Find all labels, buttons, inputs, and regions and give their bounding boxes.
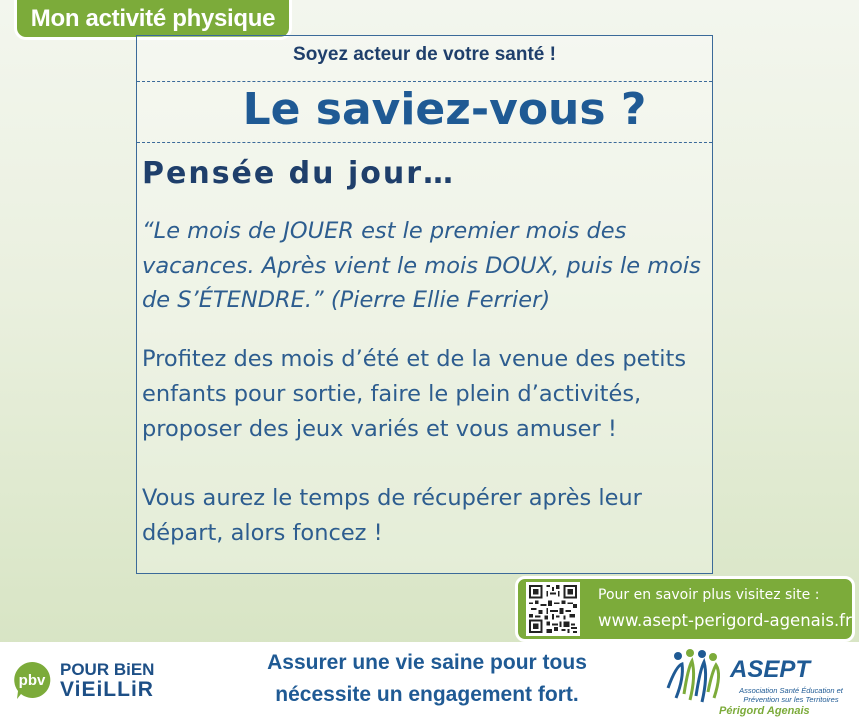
website-link[interactable]: www.asept-perigord-agenais.fr xyxy=(598,611,852,630)
advice-paragraph-2: Vous aurez le temps de récupérer après leur départ, alors foncez ! xyxy=(142,485,642,546)
slogan-line-2: nécessite un engagement fort. xyxy=(275,683,579,706)
info-card xyxy=(136,35,713,574)
quote-text: “Le mois de JOUER est le premier mois des vacances. Après vient le mois DOUX, puis le mois de S’ÉTENDRE.” (Pierre Ellie Ferrier) xyxy=(142,218,701,313)
footer xyxy=(0,642,859,720)
slogan-line-1: Assurer une vie saine pour tous xyxy=(267,651,587,674)
website-promo[interactable] xyxy=(515,576,855,642)
asept-region: Périgord Agenais xyxy=(719,705,810,717)
pbv-line-1: POUR BiEN xyxy=(60,660,155,679)
asept-subtitle: Association Santé Éducation et Prévention sur les Territoires xyxy=(739,686,843,704)
pour-bien-vieillir-logo xyxy=(12,660,154,700)
divider xyxy=(137,81,712,82)
pbv-text xyxy=(60,660,154,700)
promo-text xyxy=(598,584,852,634)
pbv-line-2: ViEiLLiR xyxy=(60,678,154,701)
pbv-logo-letters: pbv xyxy=(18,672,46,689)
promo-label: Pour en savoir plus visitez site : xyxy=(598,587,820,603)
tagline: Soyez acteur de votre santé ! xyxy=(293,44,556,65)
thought-of-day-title: Pensée du jour… xyxy=(142,156,456,191)
slogan xyxy=(222,647,632,711)
advice-paragraph: Profitez des mois d’été et de la venue des petits enfants pour sortie, faire le plein d’activités, proposer des jeux variés et vous amuser ! xyxy=(142,346,687,442)
asept-logo xyxy=(664,644,854,720)
headline: Le saviez-vous ? xyxy=(242,84,647,135)
speech-bubble-icon xyxy=(12,660,52,700)
people-figures-icon xyxy=(664,648,726,704)
qr-code-icon[interactable] xyxy=(526,582,580,636)
category-tag xyxy=(14,0,292,40)
category-tag-label: Mon activité physique xyxy=(30,4,276,32)
divider xyxy=(137,142,712,143)
asept-name: ASEPT xyxy=(730,656,811,683)
